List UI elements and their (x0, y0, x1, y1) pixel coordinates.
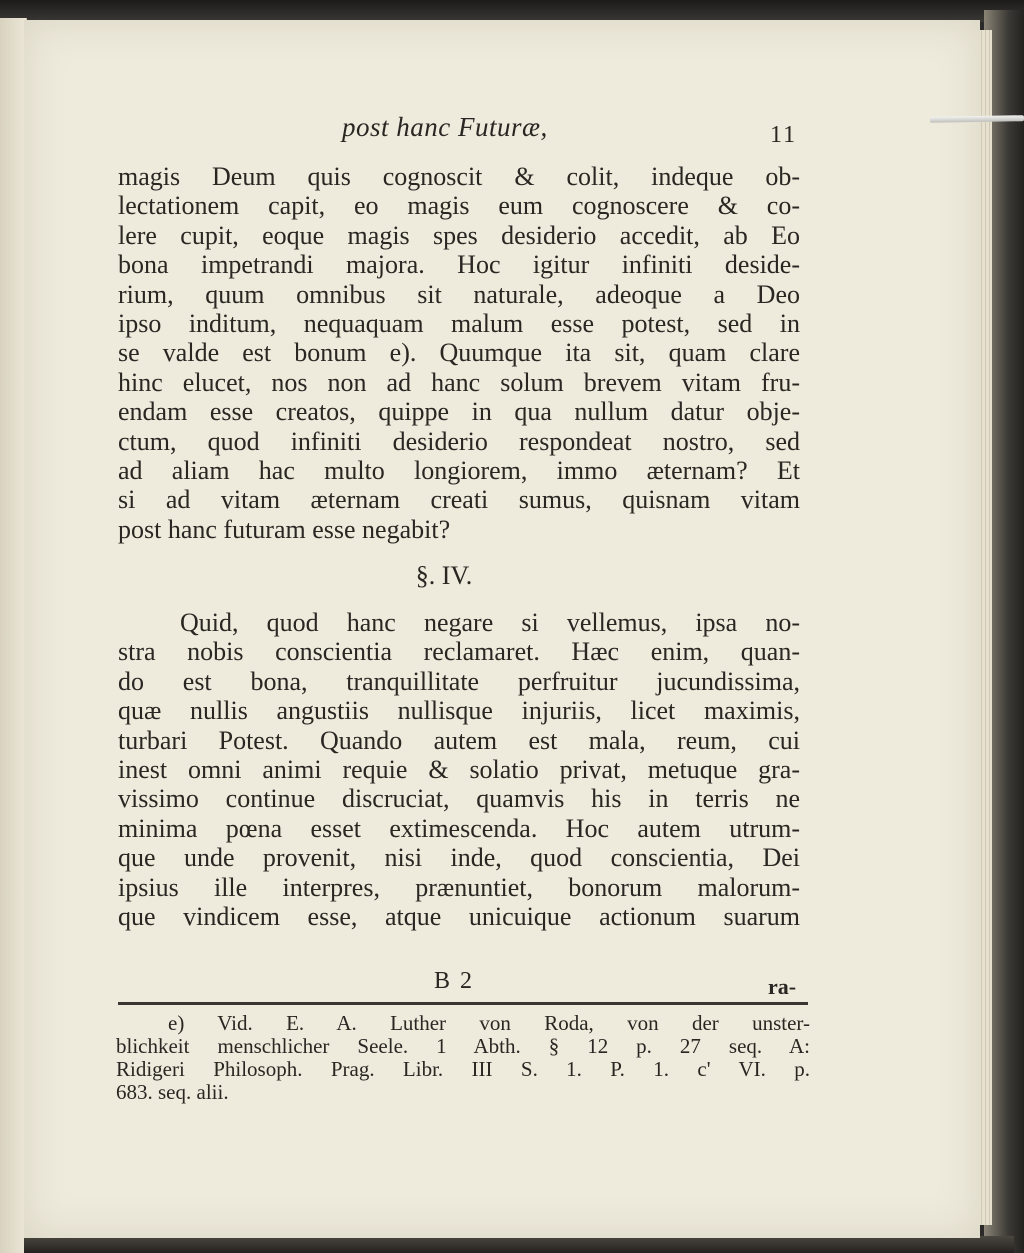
text-line: que vindicem esse, atque unicuique actionum suarum (118, 901, 800, 931)
text-line: bona impetrandi majora. Hoc igitur infiniti deside- (118, 250, 800, 280)
book-edge-bottom (24, 1236, 1014, 1253)
text-line: magis Deum quis cognoscit & colit, indeque ob- (118, 162, 800, 191)
text-line: rium, quum omnibus sit naturale, adeoque a Deo (118, 279, 800, 309)
section-heading: §. IV. (415, 561, 473, 591)
text-line: vissimo continue discruciat, quamvis his in terris ne (118, 784, 800, 814)
text-line: inest omni animi requie & solatio privat, metuque gra- (118, 755, 800, 785)
text-line: ipsius ille interpres, prænuntiet, bonorum malorum- (118, 872, 800, 902)
text-line: do est bona, tranquillitate perfruitur jucundissima, (118, 666, 800, 696)
page-stack-edge (978, 30, 992, 1225)
footnote-line: 683. seq. alii. (116, 1080, 229, 1104)
text-line: lere cupit, eoque magis spes desiderio accedit, ab Eo (118, 220, 800, 250)
text-line: Quid, quod hanc negare si vellemus, ipsa no- (180, 608, 800, 638)
text-line: post hanc futuram esse negabit? (118, 514, 451, 544)
text-line: turbari Potest. Quando autem est mala, reum, cui (118, 725, 800, 755)
text-line: que unde provenit, nisi inde, quod conscientia, Dei (118, 843, 800, 873)
catchword: ra- (768, 974, 797, 999)
footnote-line: e) Vid. E. A. Luther von Roda, von der unster- (168, 1011, 810, 1035)
running-head: post hanc Futuræ, (342, 112, 548, 142)
text-line: quæ nullis angustiis nullisque injuriis, licet maximis, (118, 696, 800, 726)
footnote-line: blichkeit menschlicher Seele. 1 Abth. § 12 p. 27 seq. A: (116, 1034, 810, 1058)
footnote-rule (118, 1002, 808, 1005)
paragraph-2 (118, 608, 800, 931)
text-line: ctum, quod infiniti desiderio respondeat nostro, sed (118, 426, 800, 456)
text-line: si ad vitam æternam creati sumus, quisnam vitam (118, 485, 800, 515)
body-text (118, 162, 800, 931)
text-line: minima pœna esset extimescenda. Hoc autem utrum- (118, 813, 800, 843)
text-line: ipso inditum, nequaquam malum esse potest, sed in (118, 308, 800, 338)
text-line: endam esse creatos, quippe in qua nullum datur obje- (118, 397, 800, 427)
text-line: lectationem capit, eo magis eum cognoscere & co- (118, 191, 800, 221)
text-line: stra nobis conscientia reclamaret. Hæc enim, quan- (118, 637, 800, 667)
text-line: ad aliam hac multo longiorem, immo æternam? Et (118, 455, 800, 485)
footnote-line: Ridigeri Philosoph. Prag. Libr. III S. 1. P. 1. c' VI. p. (116, 1057, 810, 1081)
page-number: 11 (770, 122, 798, 148)
book-edge-top (0, 0, 1024, 22)
facing-page-edge (0, 18, 27, 1253)
paragraph-1 (118, 162, 800, 544)
text-line: se valde est bonum e). Quumque ita sit, quam clare (118, 338, 800, 368)
text-line: hinc elucet, nos non ad hanc solum brevem vitam fru- (118, 367, 800, 397)
signature-mark: B 2 (434, 968, 475, 994)
footnote (116, 1012, 810, 1104)
